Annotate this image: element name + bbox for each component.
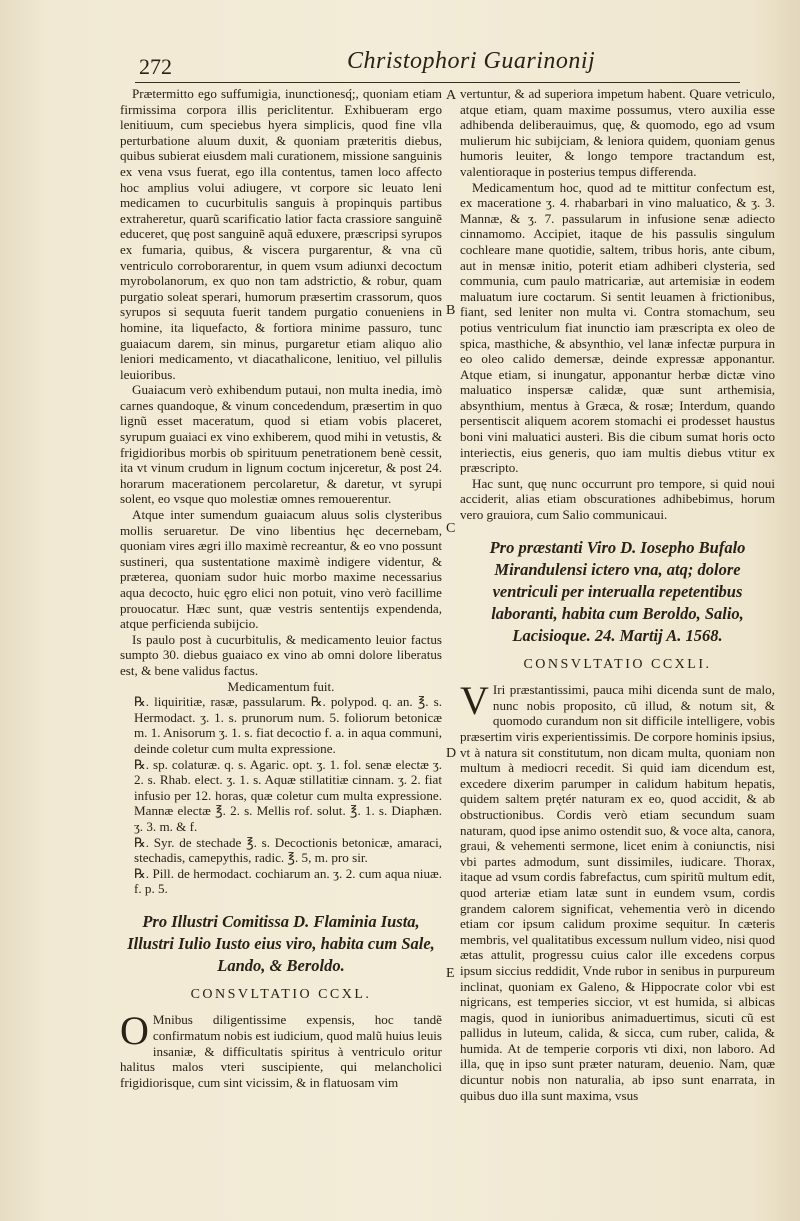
consultatio-number: CONSVLTATIO CCXLI. [523,656,712,672]
section-heading: Pro Illustri Comitissa D. Flaminia Iusta, Illustri Iulio Iusto eius viro, habita cum Sale, Lando, & Beroldo. [127,911,435,975]
recipe-line: ℞. Syr. de stechade ℥. s. Decoctionis betonicæ, amaraci, stechadis, camepythis, radic. ℥. 5, m. pro sir. [134,834,442,866]
recipe-line: ℞. Pill. de hermodact. cochiarum an. ʒ. 2. cum aqua niuæ. f. p. 5. [134,865,442,897]
margin-letter-a: A [446,88,457,103]
paragraph: vertuntur, & ad superiora impetum habent. Quare vetriculo, atque etiam, quam maxime possumus, vtero auxilia esse adhibenda deliberauimus, quę, & quomodo, ego ad vsum mulierum hic subijciam, & leniora quidem, quoniam genus humoris leuiter, & longo tempore tractandum est, valentioraque in posterius tempus differenda. [460,86,775,179]
paragraph-text: Mnibus diligentissime expensis, hoc tandẽ confirmatum nobis est iudicium, quod malũ huius leuis insaniæ, & difficultatis spiritus à ventriculo oritur halitus malos vteri suscipiente, qui melancholici frigidiorisque, cum sint vicissim, & in flatuosam vim [120,1012,442,1090]
left-column [120,86,442,1090]
running-title: Christophori Guarinonij [347,48,596,74]
paragraph: Hac sunt, quę nunc occurrunt pro tempore, si quid noui acciderit, alias etiam obscurationes adhibebimus, horum vero grauiora, cum Salio communicaui. [460,475,775,523]
paragraph: Guaiacum verò exhibendum putaui, non multa inedia, imò carnes quandoque, & vinum concedendum, præsertim in quo lignũ esset maceratum, quod si etiam vobis placeret, syrupum guaiaci ex vino exhiberem, quod mihi in vetustis, & frigidioribus morbis ob spirituum penetrationem benè cessit, ita vt vinum crudum in lignum coctum injceretur, & post 24. horarum macerationem percolaretur, & daretur, vt syrupi solent, eo vsque quo molestiæ omnes remouerentur. [120,382,442,507]
paragraph: Is paulo post à cucurbitulis, & medicamento leuior factus sumpto 30. diebus guaiaco ex vino ab omni dolore liberatus est, & bene validus factus. [120,631,442,678]
section-heading: Pro præstanti Viro D. Iosepho Bufalo Mirandulensi ictero vna, atq; dolore ventriculi per interualla repetentibus laboranti, habita cum Beroldo, Salio, Lacisioque. 24. Martij A. 1568. [489,537,746,645]
paragraph: Prætermitto ego suffumigia, inunctionesq́;, quoniam etiam firmissima corpora illis periclitentur. Exhibueram ergo lenitiuum, cum speciebus hyera simplicis, quod fine vlla perturbatione aluum duxit, & quoniam præteritis diebus, quibus subierat eiusdem mali curationem, missione sanguinis ex vena vsus fuerat, ego illa contentus, tamen loco affecto hoc amplius volui adiugere, vt corpore sic leuato leni medicamen to cucurbitulis sanguis à propinquis partibus extraheretur, quarũ scarificatio latior facta crassiore sanguinẽ educeret, quę post sanguinẽ aquã eduxere, præscripsi syrupos ex fumaria, quibus, & viscera purgarentur, & vna cũ ventriculo corroborarentur, in quem vsum adiunxi decoctum myrobolanorum, ex quo non tam adstrictio, & robur, quam purgatio soleat sperari, humorum præsertim crassorum, quos syrupos si sequuta fuerit tandem purgatio conueniens in homine, ita liquefacto, & fortiora minime passuro, tunc guaiacum darem, sin minus, purgaretur etiam aliquo alio leniori medicamento, vt diacathalicone, lenitiuo, vel pillulis leuioribus. [120,86,442,382]
margin-letter-c: C [446,521,456,536]
consultatio-number: CONSVLTATIO CCXL. [190,986,372,1002]
paragraph: Atque inter sumendum guaiacum aluus solis clysteribus mollis seruaretur. De vino libentius hęc decernebam, quoniam vires ægri illo maximè recreantur, & eo vno possunt sustineri, qua sustentatione maximè indigere videntur, & præterea, quoniam sudor huic morbo maxime necessarius aqua decocto, huic ęgro elici non potuit, vino verò facillime prouocatur. Hæc sunt, quæ vestris sententijs expendenda, atque perficienda subijcio. [120,507,442,632]
page-header [135,48,740,83]
drop-cap: O [120,1008,149,1054]
margin-letter-d: D [446,746,457,761]
centered-line: Medicamentum fuit. [227,678,335,694]
page-number: 272 [139,54,172,79]
paragraph: Medicamentum hoc, quod ad te mittitur confectum est, ex maceratione ʒ. 4. rhabarbari in vino maluatico, & ʒ. 3. Mannæ, & ʒ. 7. passularum in infusione senæ adiecto cinnamomo. Accipiet, itaque de his passulis singulum cochleare mane quotidie, saltem, tribus horis, ante cibum, aut in mensæ initio, poterit etiam adhiberi clysteria, sed communia, cum paulo matricariæ, aut artemisiæ in eodem maluatum iure coctarum. Si sentit leuamen à frictionibus, fiant, sed leniter non multa vi. Contra stomachum, seu potius ventriculum fiat inunctio iam præscripta ex oleo de spica, masthiche, & absynthio, vel lanæ infectæ purpura in eo oleo calido demersæ, deinde expressæ apponantur. Atque etiam, si inungatur, apponantur herbæ dictæ vino maluatico inspersæ calidæ, quæ sunt arthemisia, absynthium, mentus à Græca, & rosæ; Interdum, quando persentiscit aliquem acorem stomachi ei prodesset haustus boni vini maluatici austeri. Bis die cibum sumat horis octo interiectis, eius generis, quo iam multis diebus vtitur ex præscripto. [460,179,775,476]
paragraph [460,678,775,1103]
margin-letter-e: E [446,966,455,981]
drop-cap: V [460,678,489,724]
paragraph [120,1008,442,1090]
recipe-line: ℞. sp. colaturæ. q. s. Agaric. opt. ʒ. 1. fol. senæ electæ ʒ. 2. s. Rhab. elect. ʒ. 1. s. Aquæ stillatitiæ cinnam. ʒ. 2. fiat infusio per 12. horas, quæ coletur cum multa expressione. Mannæ electæ ℥. 2. s. Mellis rof. solut. ℥. 1. s. Diaphæn. ʒ. 3. m. & f. [134,756,442,834]
recipe-line: ℞. liquiritiæ, rasæ, passularum. ℞. polypod. q. an. ℥. s. Hermodact. ʒ. 1. s. prunorum num. 5. foliorum betonicæ m. 1. Anisorum ʒ. 1. s. fiat decoctio f. a. in aqua communi, deinde coletur cum multa expressione. [134,694,442,756]
right-column [460,86,775,1103]
margin-letter-b: B [446,303,456,318]
paragraph-text: Iri præstantissimi, pauca mihi dicenda sunt de malo, nunc nobis proposito, cũ illud, & notum sit, & quomodo curandum non sit difficile intelligere, vobis præsertim viris experientissimis. De corpore hominis ipsius, vt à natura sit constitutum, non dicam multa, quoniam non multum à mediocri recedit. Si quid iam dicendum est, excedere dixerim parumper in calidum habitum hepatis, quidem saltem prętér naturam ex eo, quod accidit, & ab obstructionibus. Cordis verò etiam secundum suam naturam, quod ipse animo ostendit suo, & voce alta, canora, graui, & vehementi sermone, licet enim à coniunctis, nisi vbi partes admodum, sunt dissimiles, iudicare. Thorax, itaque ad vsum cordis fabrefactus, cum spiritũ multum edit, quod arteriæ etiam latæ sunt in eundem vsum, cordis grandem calorem significat, vehementia verò in dicendo etiam cor ipsum calidum proxime sequitur. In cæteris membris, vel qualitatibus excessum nullum video, nisi quod ætas attulit, progressu cuius calor ille excedens corpus ipsum siccius reddidit, Vnde rubor in senibus in purpureum inclinat, quoniam ex Galeno, & Hippocrate color vbi est nigricans, est temperies siccior, vt est humida, si albicas magis, quod in iunioribus animaduertimus, sicuti cũ est pallidus in luteum, calida, & sicca, cum ruber, calida, & humida. At de temperie corporis vti dixi, non laboro. Ad illa, quę in ipso sunt præter naturam, deuenio. Nam, quæ dicuntur nobis non naturalia, ab ipso sunt enarrata, in quibus duo illa sunt maxima, vsus [460,682,775,1103]
